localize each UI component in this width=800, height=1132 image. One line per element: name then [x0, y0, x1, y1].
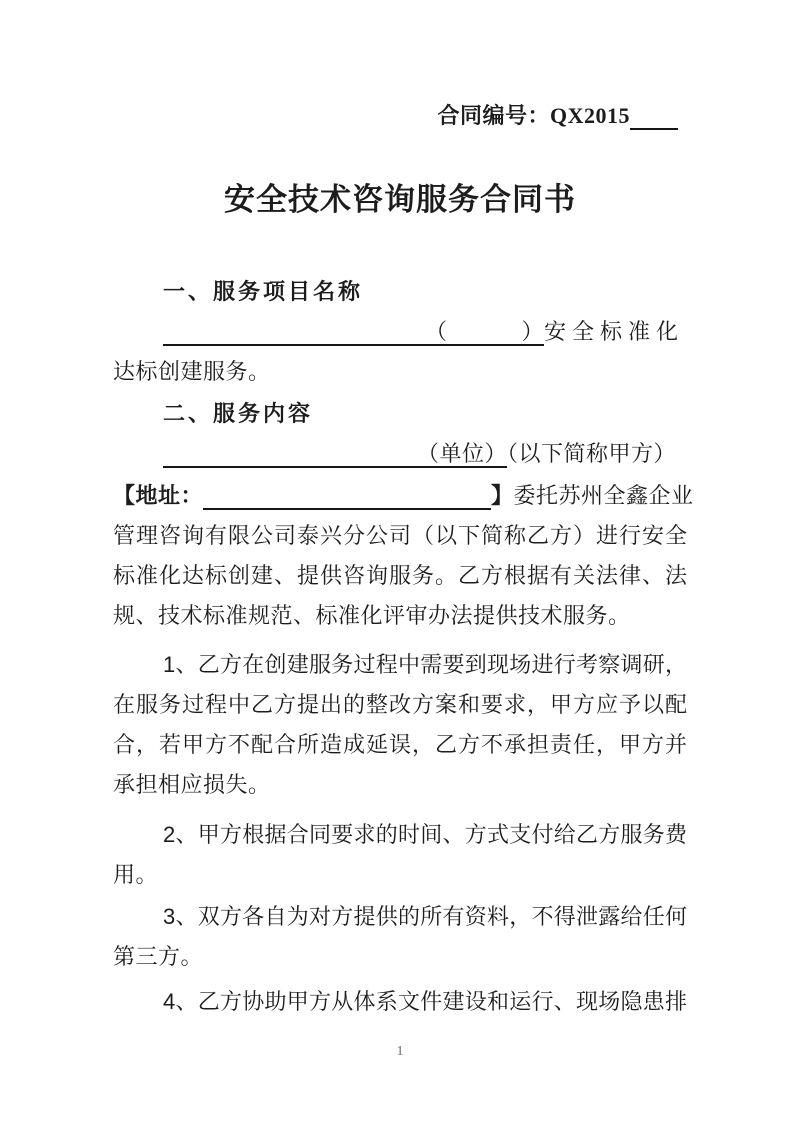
section1-fill-suffix: 安全标准化: [544, 319, 685, 344]
contract-number-line: [113, 100, 678, 132]
project-name-blank-underline: [163, 319, 544, 346]
contract-number-value: QX2015: [550, 103, 630, 128]
body-line: 规、技术标准规范、标准化评审办法提供技术服务。: [113, 603, 631, 628]
party-a-fill-line: [113, 434, 687, 474]
address-suffix-text: 委托苏州全鑫企业: [513, 483, 694, 508]
page-number: 1: [396, 1044, 404, 1059]
clause3-line: 3、双方各自为对方提供的所有资料，不得泄露给任何: [163, 904, 687, 929]
address-close-bracket: 】: [491, 483, 514, 508]
contract-number-blank-underline: [630, 103, 678, 130]
clause1-line: 承担相应损失。: [113, 772, 271, 797]
body-line: 管理咨询有限公司泰兴分公司（以下简称乙方）进行安全: [113, 523, 687, 548]
address-open-bracket: 【地址：: [113, 483, 204, 508]
clause3-line: 第三方。: [113, 944, 204, 969]
section1-fill-line: [113, 312, 687, 352]
clause2-line: 2、甲方根据合同要求的时间、方式支付给乙方服务费: [163, 822, 687, 847]
clause1-line: 在服务过程中乙方提出的整改方案和要求，甲方应予以配: [113, 692, 687, 717]
body-line: 标准化达标创建、提供咨询服务。乙方根据有关法律、法: [113, 563, 687, 588]
contract-number-label: 合同编号：: [437, 103, 550, 128]
open-paren: （: [425, 319, 448, 344]
clause2-line: 用。: [113, 862, 159, 887]
close-paren: ）: [521, 319, 545, 344]
party-a-blank-underline: [163, 441, 507, 468]
party-a-label: （以下简称甲方）: [507, 441, 677, 466]
section1-heading: 一、服务项目名称: [163, 279, 364, 304]
clause1-line: 合，若甲方不配合所造成延误，乙方不承担责任，甲方并: [113, 732, 687, 757]
clause4-line: 4、乙方协助甲方从体系文件建设和运行、现场隐患排: [163, 989, 687, 1014]
clause1-line: 1、乙方在创建服务过程中需要到现场进行考察调研，: [163, 652, 687, 677]
address-fill-line: [113, 476, 694, 516]
section2-heading: 二、服务内容: [163, 401, 314, 426]
unit-label: （单位）: [417, 441, 508, 466]
address-blank-underline: [203, 483, 491, 510]
section1-wrap-line: 达标创建服务。: [113, 359, 271, 384]
document-title: 安全技术咨询服务合同书: [224, 182, 576, 217]
